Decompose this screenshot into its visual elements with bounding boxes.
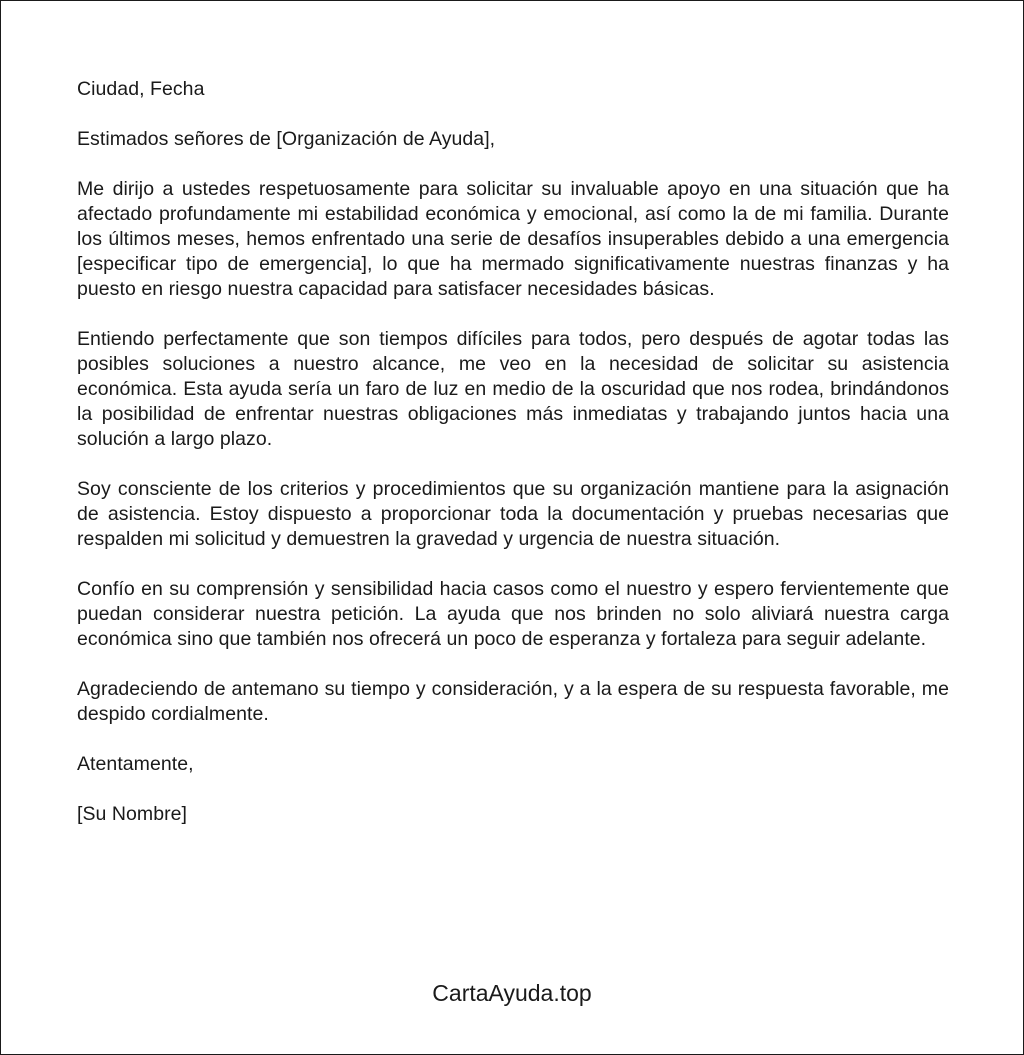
place-date: Ciudad, Fecha (77, 78, 205, 100)
paragraph-documentation: Soy consciente de los criterios y procedimientos que su organización mantiene para la asignación de asistencia. Estoy dispuesto a proporcionar toda la documentación y pruebas necesarias que respalden mi solicitud y demuestren la gravedad y urgencia de nuestra situación. (77, 478, 949, 550)
paragraph-trust: Confío en su comprensión y sensibilidad hacia casos como el nuestro y espero fervientemente que puedan considerar nuestra petición. La ayuda que nos brinden no solo aliviará nuestra carga económica sino que también nos ofrecerá un poco de esperanza y fortaleza para seguir adelante. (77, 578, 949, 650)
letter-body (77, 77, 949, 852)
paragraph-request: Me dirijo a ustedes respetuosamente para solicitar su invaluable apoyo en una situación que ha afectado profundamente mi estabilidad económica y emocional, así como la de mi familia. Durante los últimos meses, hemos enfrentado una serie de desafíos insuperables debido a una emergencia [especificar tipo de emergencia], lo que ha mermado significativamente nuestras finanzas y ha puesto en riesgo nuestra capacidad para satisfacer necesidades básicas. (77, 178, 949, 300)
paragraph-thanks: Agradeciendo de antemano su tiempo y consideración, y a la espera de su respuesta favorable, me despido cordialmente. (77, 678, 949, 725)
footer-site-name: CartaAyuda.top (432, 980, 592, 1006)
closing: Atentamente, (77, 753, 194, 775)
paragraph-need: Entiendo perfectamente que son tiempos difíciles para todos, pero después de agotar todas las posibles soluciones a nuestro alcance, me veo en la necesidad de solicitar su asistencia económica. Esta ayuda sería un faro de luz en medio de la oscuridad que nos rodea, brindándonos la posibilidad de enfrentar nuestras obligaciones más inmediatas y trabajando juntos hacia una solución a largo plazo. (77, 328, 949, 450)
salutation: Estimados señores de [Organización de Ayuda], (77, 128, 496, 150)
signature: [Su Nombre] (77, 803, 188, 825)
